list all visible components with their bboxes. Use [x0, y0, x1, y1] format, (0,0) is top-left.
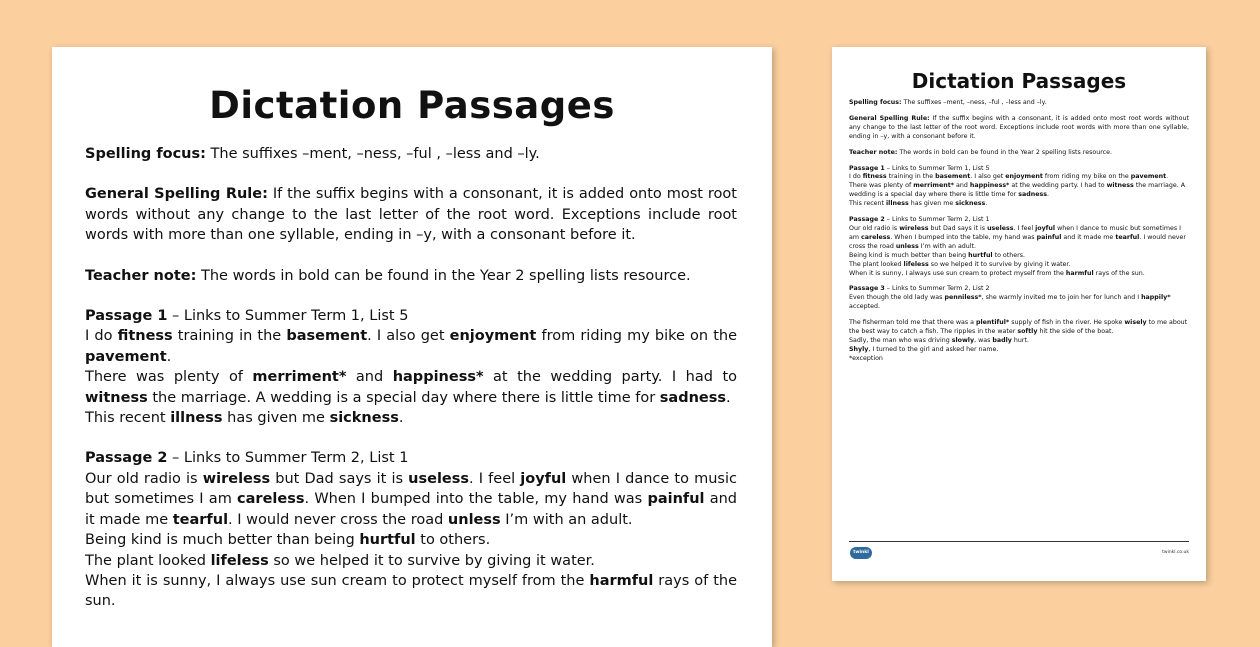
text-span: Being kind is much better than being	[85, 532, 360, 549]
footer-url: twinkl.co.uk	[1162, 550, 1189, 555]
spelling-focus-label: Spelling focus:	[85, 146, 206, 162]
bold-word: lifeless	[210, 552, 269, 569]
thumbnail-teacher-note	[849, 149, 1189, 158]
document-page-large	[52, 47, 772, 647]
text-span: the marriage. A wedding is a special day where there is little time for	[147, 389, 660, 406]
passage-line	[849, 285, 1189, 294]
bold-word: joyful	[520, 470, 567, 487]
text-span: , I turned to the girl and asked her name.	[868, 345, 999, 353]
passage-2	[85, 448, 737, 611]
thumbnail-passage-1	[849, 165, 1189, 210]
exception-note: *exception	[849, 354, 883, 362]
teacher-note-label: Teacher note:	[85, 267, 197, 284]
text-span: hurt.	[1011, 336, 1029, 344]
bold-word: Passage 3	[849, 285, 885, 293]
bold-word: witness	[1106, 182, 1134, 190]
bold-word: harmful	[589, 572, 654, 589]
text-span: training in the	[172, 328, 287, 345]
text-span: When it is sunny, I always use sun cream to protect myself from the	[85, 572, 590, 589]
bold-word: fitness	[117, 328, 173, 345]
text-span: . I feel	[1013, 224, 1036, 232]
bold-word: wisely	[1124, 319, 1147, 327]
bold-word: happiness*	[969, 182, 1010, 190]
bold-word: Teacher note:	[849, 148, 898, 156]
text-span: the marriage. A wedding is a special day where there is little time for	[849, 182, 1185, 199]
thumbnail-spelling-focus	[849, 99, 1189, 108]
text-span: but Dad says it is	[928, 224, 988, 232]
text-span: The plant looked	[85, 552, 211, 569]
passage-line	[85, 571, 737, 612]
bold-word: witness	[85, 389, 148, 406]
text-span: The fisherman told me that there was a	[849, 319, 976, 327]
passage-line	[849, 346, 1189, 355]
general-rule-text: If the suffix begins with a consonant, it is added onto most root words without any change to the last letter of the root word. Exceptions include root words with more than one syllable, ending in –y, with a consonant before it.	[85, 186, 737, 244]
text-span: . When I bumped into the table, my hand was	[304, 491, 648, 508]
passage-line	[85, 326, 737, 367]
bold-word: enjoyment	[449, 328, 537, 345]
bold-word: merriment*	[913, 182, 955, 190]
bold-word: tearful	[172, 511, 229, 528]
text-span: and it made me	[1061, 233, 1116, 241]
bold-word: Passage 1	[849, 164, 885, 172]
text-span: at the wedding party. I had to	[1009, 182, 1107, 190]
text-span: . I also get	[970, 173, 1006, 181]
bold-word: wireless	[899, 224, 929, 232]
text-span: has given me	[222, 410, 330, 427]
text-span: – Links to Summer Term 2, List 1	[884, 216, 990, 224]
passage-line	[849, 225, 1189, 252]
bold-word: careless	[237, 491, 305, 508]
text-span: from riding my bike on the	[536, 328, 737, 345]
passage-heading	[85, 448, 737, 468]
text-span: .	[985, 200, 988, 208]
bold-word: careless	[861, 233, 891, 241]
passage-line	[849, 200, 1189, 209]
bold-word: penniless*	[944, 294, 982, 302]
text-span: rays of the sun.	[85, 572, 737, 610]
text-span: I do	[849, 173, 863, 181]
passage-line	[85, 551, 737, 571]
bold-word: Shyly	[849, 345, 869, 353]
bold-word: sickness	[955, 200, 986, 208]
thumbnail-passage-2	[849, 216, 1189, 278]
bold-word: painful	[647, 491, 705, 508]
thumbnail-general-rule	[849, 115, 1189, 142]
page-body	[85, 144, 737, 632]
text-span: but Dad says it is	[270, 470, 409, 487]
general-spelling-rule	[85, 184, 737, 245]
text-span: . I would never cross the road	[228, 511, 448, 528]
bold-word: useless	[987, 224, 1014, 232]
text-span: so we helped it to survive by giving it water.	[928, 260, 1071, 268]
bold-word: hurtful	[359, 532, 416, 549]
text-span: Being kind is much better than being	[849, 251, 969, 259]
text-span: and	[346, 369, 393, 386]
text-span: – Links to Summer Term 2, List 2	[884, 285, 990, 293]
bold-word: plentiful*	[975, 319, 1010, 327]
general-rule-label: General Spelling Rule:	[85, 186, 268, 203]
text-span: to me about the best way to catch a fish. The ripples in the water	[849, 319, 1188, 336]
text-span: when I dance to music but sometimes I am	[85, 470, 737, 508]
text-span: at the wedding party. I had to	[483, 369, 737, 386]
bold-word: fitness	[862, 173, 887, 181]
text-span: and	[954, 182, 970, 190]
bold-word: useless	[408, 470, 470, 487]
bold-word: badly	[992, 336, 1012, 344]
spelling-focus	[85, 144, 737, 164]
text-span: This recent	[85, 410, 171, 427]
passage-line	[849, 270, 1189, 279]
bold-word: basement	[935, 173, 971, 181]
text-span: to others.	[992, 251, 1025, 259]
passage-line	[85, 408, 737, 428]
text-span: when I dance to music but sometimes I am	[849, 224, 1182, 241]
bold-word: enjoyment	[1005, 173, 1043, 181]
text-span: . I feel	[469, 470, 521, 487]
text-span: from riding my bike on the	[1042, 173, 1131, 181]
thumbnail-passage-3	[849, 285, 1189, 312]
text-span: I do	[85, 328, 118, 345]
footer-divider	[849, 541, 1189, 542]
text-span: Sadly, the man who was driving	[849, 336, 952, 344]
text-span: .	[166, 348, 172, 365]
page-title: Dictation Passages	[209, 84, 615, 127]
text-span: When it is sunny, I always use sun cream to protect myself from the	[849, 269, 1066, 277]
passage-line	[849, 165, 1189, 174]
text-span: .	[1166, 173, 1169, 181]
text-span: rays of the sun.	[1093, 269, 1145, 277]
bold-word: illness	[170, 410, 223, 427]
text-span: training in the	[886, 173, 936, 181]
thumbnail-passage-4	[849, 319, 1189, 364]
passage-heading-label: Passage 1	[85, 308, 168, 325]
text-span: has given me	[908, 200, 956, 208]
bold-word: merriment*	[252, 369, 347, 386]
text-span: .	[726, 389, 731, 406]
text-span: . When I bumped into the table, my hand was	[890, 233, 1037, 241]
text-span: This recent	[849, 200, 886, 208]
teacher-note	[85, 266, 737, 286]
passage-line	[849, 216, 1189, 225]
bold-word: wireless	[202, 470, 271, 487]
text-span: The suffixes –ment, –ness, –ful , –less and –ly.	[901, 99, 1047, 106]
bold-word: pavement	[1130, 173, 1167, 181]
twinkl-logo: twinkl	[850, 547, 872, 559]
text-span: I’m with an adult.	[918, 242, 977, 250]
text-span: supply of fish in the river. He spoke	[1009, 319, 1125, 327]
bold-word: harmful	[1065, 269, 1094, 277]
text-span: . I would never cross the road	[849, 233, 1187, 250]
bold-word: basement	[286, 328, 368, 345]
bold-word: slowly	[951, 336, 975, 344]
teacher-note-text: The words in bold can be found in the Year 2 spelling lists resource.	[196, 267, 691, 284]
bold-word: sadness	[1018, 191, 1047, 199]
passage-line	[849, 182, 1189, 200]
text-span: so we helped it to survive by giving it water.	[268, 552, 595, 569]
text-span: The words in bold can be found in the Year 2 spelling lists resource.	[897, 148, 1113, 156]
passage-subtitle: – Links to Summer Term 1, List 5	[167, 308, 409, 325]
passage-line	[849, 173, 1189, 182]
text-span: .	[398, 410, 404, 427]
thumbnail-body	[849, 99, 1189, 371]
text-span: accepted.	[849, 303, 880, 311]
passage-line	[85, 469, 737, 530]
passage-heading-label: Passage 2	[85, 450, 168, 467]
text-span: hit the side of the boat.	[1037, 328, 1114, 336]
bold-word: hurtful	[968, 251, 993, 259]
passage-line	[85, 530, 737, 550]
text-span: , she warmly invited me to join her for lunch and I	[981, 294, 1142, 302]
passage-1	[85, 306, 737, 428]
bold-word: illness	[886, 200, 909, 208]
text-span: There was plenty of	[85, 369, 253, 386]
spelling-focus-text: The suffixes –ment, –ness, –ful , –less and –ly.	[205, 146, 540, 162]
passage-line	[849, 319, 1189, 337]
bold-word: sadness	[659, 389, 727, 406]
bold-word: joyful	[1035, 224, 1056, 232]
text-span: Our old radio is	[85, 470, 203, 487]
bold-word: softly	[1017, 328, 1038, 336]
passage-line	[85, 367, 737, 408]
document-page-thumbnail	[832, 47, 1206, 581]
text-span: Our old radio is	[849, 224, 900, 232]
text-span: I’m with an adult.	[500, 511, 633, 528]
passage-line	[849, 261, 1189, 270]
text-span: . I also get	[367, 328, 450, 345]
thumbnail-title: Dictation Passages	[911, 69, 1127, 93]
bold-word: Passage 2	[849, 216, 885, 224]
passage-subtitle: – Links to Summer Term 2, List 1	[167, 450, 409, 467]
bold-word: General Spelling Rule:	[849, 114, 930, 122]
bold-word: happily*	[1141, 294, 1171, 302]
bold-word: pavement	[85, 348, 167, 365]
passage-line	[849, 294, 1189, 312]
bold-word: sickness	[329, 410, 399, 427]
passage-heading	[85, 306, 737, 326]
text-span: The plant looked	[849, 260, 904, 268]
bold-word: Spelling focus:	[849, 99, 902, 106]
bold-word: lifeless	[903, 260, 929, 268]
passage-line	[849, 252, 1189, 261]
text-span: If the suffix begins with a consonant, it is added onto most root words without any change to the last letter of the root word. Exceptions include root words with more than one syllable, ending in –y, with a consonant before it.	[849, 114, 1189, 140]
bold-word: unless	[447, 511, 501, 528]
text-span: .	[1046, 191, 1049, 199]
passage-line	[849, 337, 1189, 346]
text-span: Even though the old lady was	[849, 294, 945, 302]
bold-word: tearful	[1115, 233, 1140, 241]
text-span: and it made me	[85, 491, 738, 528]
bold-word: unless	[895, 242, 919, 250]
bold-word: painful	[1036, 233, 1062, 241]
text-span: to others.	[415, 532, 491, 549]
text-span: – Links to Summer Term 1, List 5	[884, 164, 990, 172]
text-span: , was	[974, 336, 993, 344]
text-span: There was plenty of	[849, 182, 914, 190]
bold-word: happiness*	[392, 369, 484, 386]
